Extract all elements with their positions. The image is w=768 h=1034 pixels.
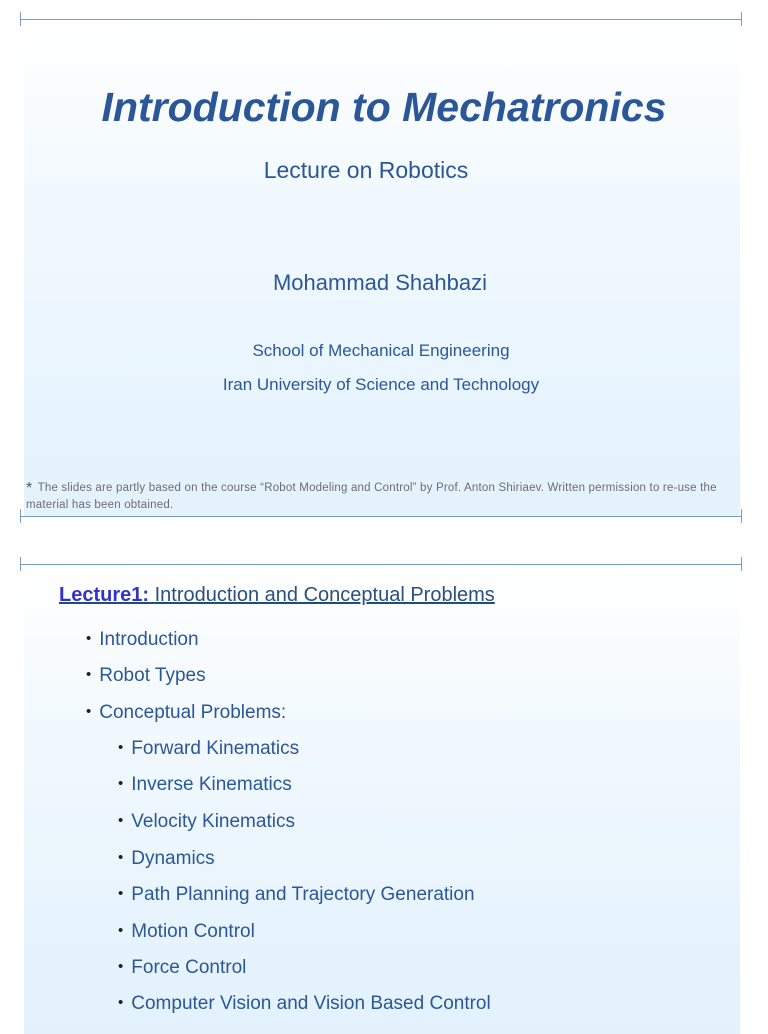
- sub-list-item-label: Forward Kinematics: [131, 738, 300, 759]
- lecture-heading-text[interactable]: Introduction and Conceptual Problems: [154, 584, 495, 606]
- bullet-icon: •: [86, 666, 92, 683]
- bullet-icon: •: [118, 775, 124, 792]
- affiliation-school: School of Mechanical Engineering: [252, 341, 510, 360]
- sub-list-item: [118, 957, 246, 979]
- slide1-top-left-tick: [20, 12, 21, 26]
- sub-list-item: [118, 921, 255, 943]
- footnote-text: The slides are partly based on the course “Robot Modeling and Control” by Prof. Anton Shiriaev. Written permission to re-use the material has been obtained.: [26, 482, 717, 511]
- slide2-top-left-tick: [20, 557, 21, 571]
- bullet-icon: •: [118, 812, 124, 829]
- sub-list-item-label: Velocity Kinematics: [131, 811, 295, 832]
- bullet-icon: •: [86, 630, 92, 647]
- sub-list-item-label: Computer Vision and Vision Based Control: [131, 993, 491, 1014]
- footnote: [26, 480, 726, 513]
- bullet-icon: •: [118, 994, 124, 1011]
- sub-list-item: [118, 884, 475, 906]
- affiliation-university: Iran University of Science and Technology: [222, 375, 540, 394]
- sub-list-item: [118, 848, 215, 870]
- list-item: [86, 629, 199, 651]
- bullet-icon: •: [118, 849, 124, 866]
- bullet-icon: •: [118, 885, 124, 902]
- author-name: Mohammad Shahbazi: [272, 270, 487, 295]
- slide-title: Introduction to Mechatronics: [101, 84, 667, 130]
- slide-subtitle: Lecture on Robotics: [263, 157, 469, 183]
- sub-list-item-label: Path Planning and Trajectory Generation: [131, 884, 475, 905]
- slide1-top-right-tick: [741, 12, 742, 26]
- list-item-label: Conceptual Problems:: [99, 702, 287, 723]
- sub-list-item-label: Inverse Kinematics: [131, 774, 292, 795]
- sub-list-item-label: Force Control: [131, 957, 247, 978]
- bullet-icon: •: [118, 922, 124, 939]
- slide1-bottom-rule: [20, 516, 742, 517]
- sub-list-item-label: Dynamics: [131, 848, 215, 869]
- footnote-marker: *: [26, 480, 33, 497]
- bullet-icon: •: [118, 958, 124, 975]
- lecture-heading-label[interactable]: Lecture1:: [59, 584, 150, 606]
- slide1-bottom-left-tick: [20, 509, 21, 523]
- list-item: [86, 665, 206, 687]
- sub-list-item-label: Motion Control: [131, 921, 255, 942]
- bullet-icon: •: [86, 703, 92, 720]
- list-item-label: Introduction: [99, 629, 199, 650]
- lecture-heading[interactable]: [59, 584, 495, 607]
- list-item: [86, 702, 286, 724]
- slide2-top-rule: [20, 564, 742, 565]
- slide1-bottom-right-tick: [741, 509, 742, 523]
- sub-list-item: [118, 811, 295, 833]
- sub-list-item: [118, 738, 299, 760]
- sub-list-item: [118, 993, 491, 1015]
- sub-list-item: [118, 774, 292, 796]
- bullet-icon: •: [118, 739, 124, 756]
- slide2-top-right-tick: [741, 557, 742, 571]
- slide1-top-rule: [20, 19, 742, 20]
- list-item-label: Robot Types: [99, 665, 206, 686]
